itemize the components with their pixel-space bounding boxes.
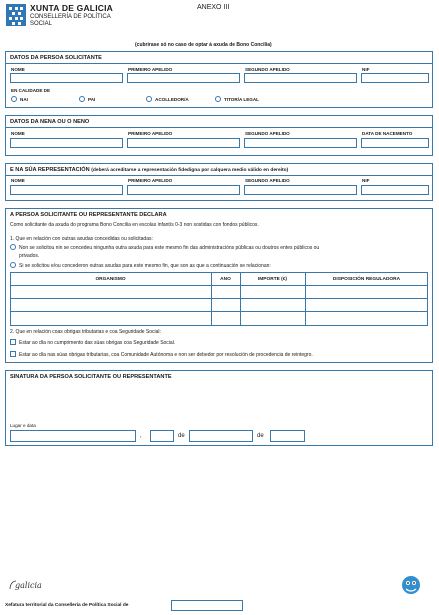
representative-surname2-field[interactable] bbox=[244, 185, 357, 195]
representative-title-note: (deberá acreditarse a representación fidedigna por calquera medio válido en dereito) bbox=[91, 168, 289, 173]
capacity-acolledor-label: ACOLLEDOR/A bbox=[155, 97, 189, 102]
representative-name-field[interactable] bbox=[10, 185, 123, 195]
other-aid-text: Si se solicitou e/ou concederon outras axudas para este mesmo fin, que son as que a continuación se relacionan: bbox=[19, 263, 271, 269]
form-note: (cubrirase só no caso de optar á axuda de Bono Concilia) bbox=[135, 42, 272, 48]
declaration-question-2: 2. Que en relación coas obrigas tributarias e coa Seguridade Social: bbox=[10, 329, 161, 335]
galicia-logo-icon bbox=[8, 578, 48, 592]
declaration-title: A PERSOA SOLICITANTE OU REPRESENTANTE DECLARA bbox=[10, 212, 167, 218]
territorial-office-field[interactable] bbox=[171, 600, 243, 611]
child-surname2-label: SEGUNDO APELIDO bbox=[245, 131, 290, 136]
applicant-name-label: NOME bbox=[11, 67, 25, 72]
date-de-2: de bbox=[257, 433, 264, 439]
child-birth-field[interactable] bbox=[361, 138, 429, 148]
capacity-titor-label: TITOR/A LEGAL bbox=[224, 97, 259, 102]
child-surname1-label: PRIMEIRO APELIDO bbox=[128, 131, 173, 136]
representative-surname2-label: SEGUNDO APELIDO bbox=[245, 178, 290, 183]
applicant-surname1-label: PRIMEIRO APELIDO bbox=[128, 67, 173, 72]
representative-surname1-field[interactable] bbox=[127, 185, 240, 195]
aid-table-header-year: ANO bbox=[220, 277, 231, 282]
applicant-nif-label: NIF bbox=[362, 67, 370, 72]
applicant-surname1-field[interactable] bbox=[127, 73, 240, 83]
brand-mascot-icon bbox=[400, 574, 422, 596]
aid-table-row-line-1 bbox=[10, 285, 428, 286]
year-field[interactable] bbox=[270, 430, 305, 442]
child-name-field[interactable] bbox=[10, 138, 123, 148]
applicant-surname2-field[interactable] bbox=[244, 73, 357, 83]
capacity-pai-radio[interactable] bbox=[79, 96, 85, 102]
applicant-title: DATOS DA PERSOA SOLICITANTE bbox=[10, 55, 102, 61]
no-other-aid-text-line1: Non se solicitou nin se concedeu ningunha outra axuda para este mesmo fin das administracións públicas ou doutros entes públicos ou bbox=[19, 245, 320, 251]
applicant-name-field[interactable] bbox=[10, 73, 123, 83]
representative-title-divider bbox=[5, 175, 433, 176]
representative-title-text: E NA SÚA REPRESENTACIÓN bbox=[10, 167, 90, 173]
social-security-text: Estar ao día no cumprimento das súas obrigas coa Seguridade Social. bbox=[19, 340, 176, 346]
annex-title: ANEXO III bbox=[197, 4, 230, 11]
capacity-pai-label: PAI bbox=[88, 97, 96, 102]
xunta-logo-icon bbox=[6, 4, 26, 26]
territorial-office-label: Xefatura territorial da Consellería de Política Social de bbox=[5, 603, 129, 608]
capacity-acolledor-radio[interactable] bbox=[146, 96, 152, 102]
svg-text:galicia: galicia bbox=[15, 581, 42, 590]
place-date-label: Lugar e data bbox=[10, 423, 36, 428]
social-security-checkbox[interactable] bbox=[10, 339, 16, 345]
child-surname1-field[interactable] bbox=[127, 138, 240, 148]
representative-title bbox=[10, 167, 288, 173]
representative-nif-label: NIF bbox=[362, 178, 370, 183]
representative-nif-field[interactable] bbox=[361, 185, 429, 195]
capacity-titor-radio[interactable] bbox=[215, 96, 221, 102]
representative-name-label: NOME bbox=[11, 178, 25, 183]
child-birth-label: DATA DE NACEMENTO bbox=[362, 131, 413, 136]
place-field[interactable] bbox=[10, 430, 136, 442]
aid-table-header-amount: IMPORTE (€) bbox=[257, 277, 288, 282]
capacity-nai-label: NAI bbox=[20, 97, 28, 102]
declaration-question-1: 1. Que en relación con outras axudas concedidas ou solicitadas: bbox=[10, 236, 153, 242]
day-field[interactable] bbox=[150, 430, 174, 442]
representative-surname1-label: PRIMEIRO APELIDO bbox=[128, 178, 173, 183]
aid-table-header-organism: ORGANISMO bbox=[95, 277, 126, 282]
child-title: DATOS DA NENA OU O NENO bbox=[10, 119, 90, 125]
place-date-comma: , bbox=[140, 433, 142, 439]
child-surname2-field[interactable] bbox=[244, 138, 357, 148]
no-other-aid-radio[interactable] bbox=[10, 244, 16, 250]
child-title-divider bbox=[5, 127, 433, 128]
applicant-title-divider bbox=[5, 63, 433, 64]
no-other-aid-text-line2: privados. bbox=[19, 253, 40, 259]
department-line-2: SOCIAL bbox=[30, 21, 53, 27]
aid-table-row-line-3 bbox=[10, 311, 428, 312]
applicant-nif-field[interactable] bbox=[361, 73, 429, 83]
signature-title: SINATURA DA PERSOA SOLICITANTE OU REPRESENTANTE bbox=[10, 374, 172, 380]
capacity-label: EN CALIDADE DE bbox=[11, 88, 51, 93]
tax-obligations-checkbox[interactable] bbox=[10, 351, 16, 357]
child-name-label: NOME bbox=[11, 131, 25, 136]
department-line-1: CONSELLERÍA DE POLÍTICA bbox=[30, 14, 111, 20]
brand-name: XUNTA DE GALICIA bbox=[30, 3, 114, 13]
aid-table-header-regulation: DISPOSICIÓN REGULADORA bbox=[332, 277, 401, 282]
tax-obligations-text: Estar ao día nas súas obrigas tributarias, coa Comunidade Autónoma e non ser debedor por resolución de procedencia de reintegro. bbox=[19, 352, 313, 358]
aid-table-row-line-2 bbox=[10, 298, 428, 299]
date-de-1: de bbox=[178, 433, 185, 439]
other-aid-radio[interactable] bbox=[10, 262, 16, 268]
capacity-nai-radio[interactable] bbox=[11, 96, 17, 102]
declaration-intro: Como solicitante da axuda do programa Bono Concilia en escolas infantís 0-3 non sostidas con fondos públicos. bbox=[10, 222, 259, 228]
month-field[interactable] bbox=[189, 430, 253, 442]
applicant-surname2-label: SEGUNDO APELIDO bbox=[245, 67, 290, 72]
